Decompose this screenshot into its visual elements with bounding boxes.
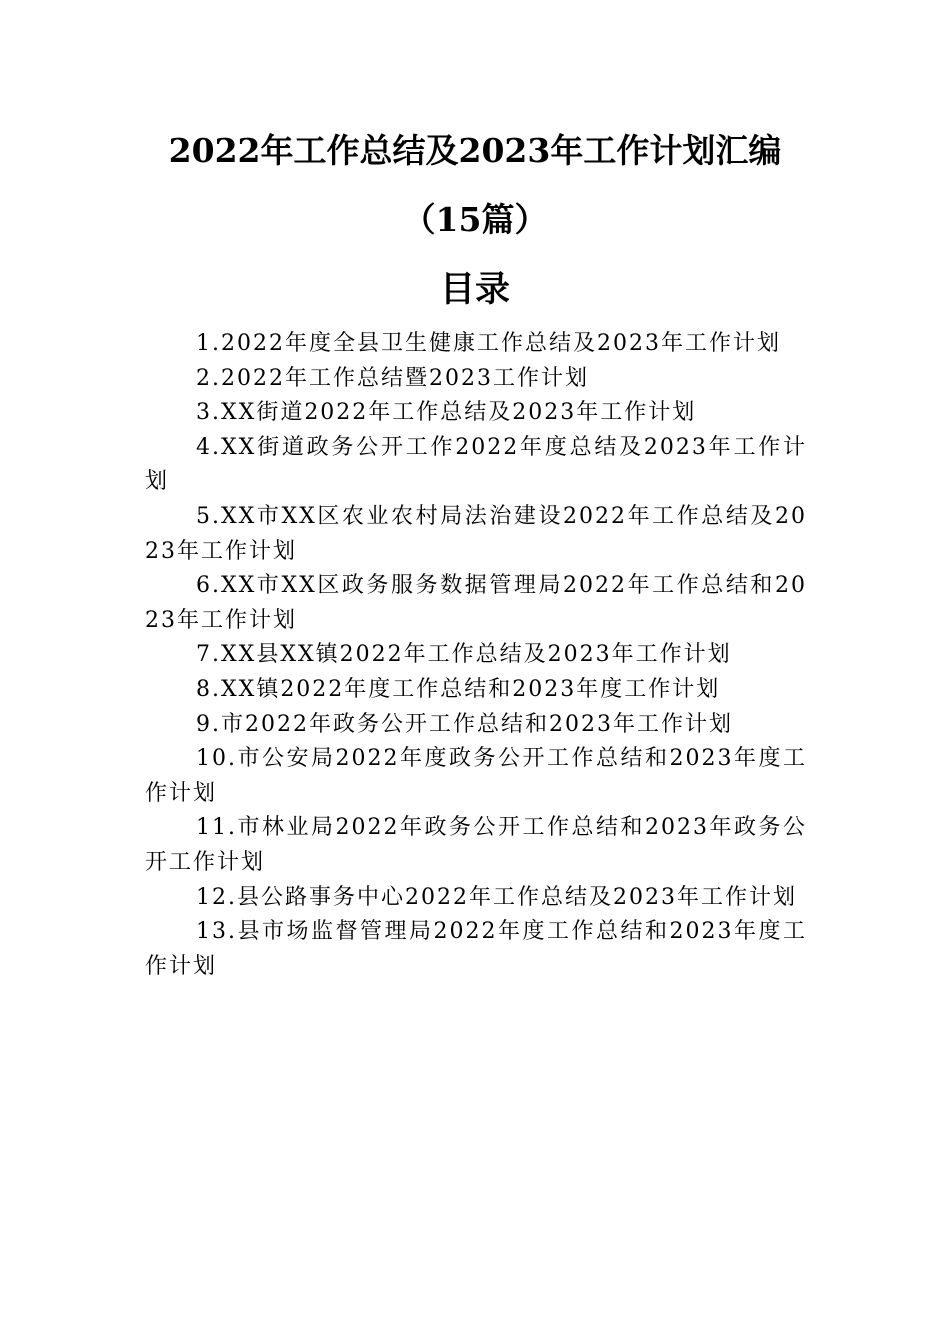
toc-item: 3.XX街道2022年工作总结及2023年工作计划: [196, 400, 697, 426]
toc-item: 5.XX市XX区农业农村局法治建设2022年工作总结及2023年工作计划: [145, 503, 807, 564]
toc-item: 11.市林业局2022年政务公开工作总结和2023年政务公开工作计划: [145, 815, 807, 875]
toc-item: 1.2022年度全县卫生健康工作总结及2023年工作计划: [196, 331, 781, 356]
toc-item: 4.XX街道政务公开工作2022年度总结及2023年工作计划: [145, 434, 807, 495]
toc-item: 12.县公路事务中心2022年工作总结及2023年工作计划: [196, 884, 797, 910]
toc-item: 10.市公安局2022年度政务公开工作总结和2023年度工作计划: [145, 746, 807, 806]
document-title: 2022年工作总结及2023年工作计划汇编: [168, 131, 782, 170]
toc-item: 7.XX县XX镇2022年工作总结及2023年工作计划: [196, 642, 732, 668]
toc-item: 13.县市场监督管理局2022年度工作总结和2023年度工作计划: [145, 919, 807, 979]
toc-item: 9.市2022年政务公开工作总结和2023年工作计划: [196, 711, 733, 737]
toc-item: 2.2022年工作总结暨2023工作计划: [196, 365, 589, 391]
toc-item: 8.XX镇2022年度工作总结和2023年度工作计划: [196, 676, 721, 702]
toc-item: 6.XX市XX区政务服务数据管理局2022年工作总结和2023年工作计划: [145, 573, 807, 633]
table-of-contents: [145, 327, 807, 984]
document-subtitle: （15篇）: [402, 200, 548, 239]
toc-heading: 目录: [439, 269, 510, 310]
